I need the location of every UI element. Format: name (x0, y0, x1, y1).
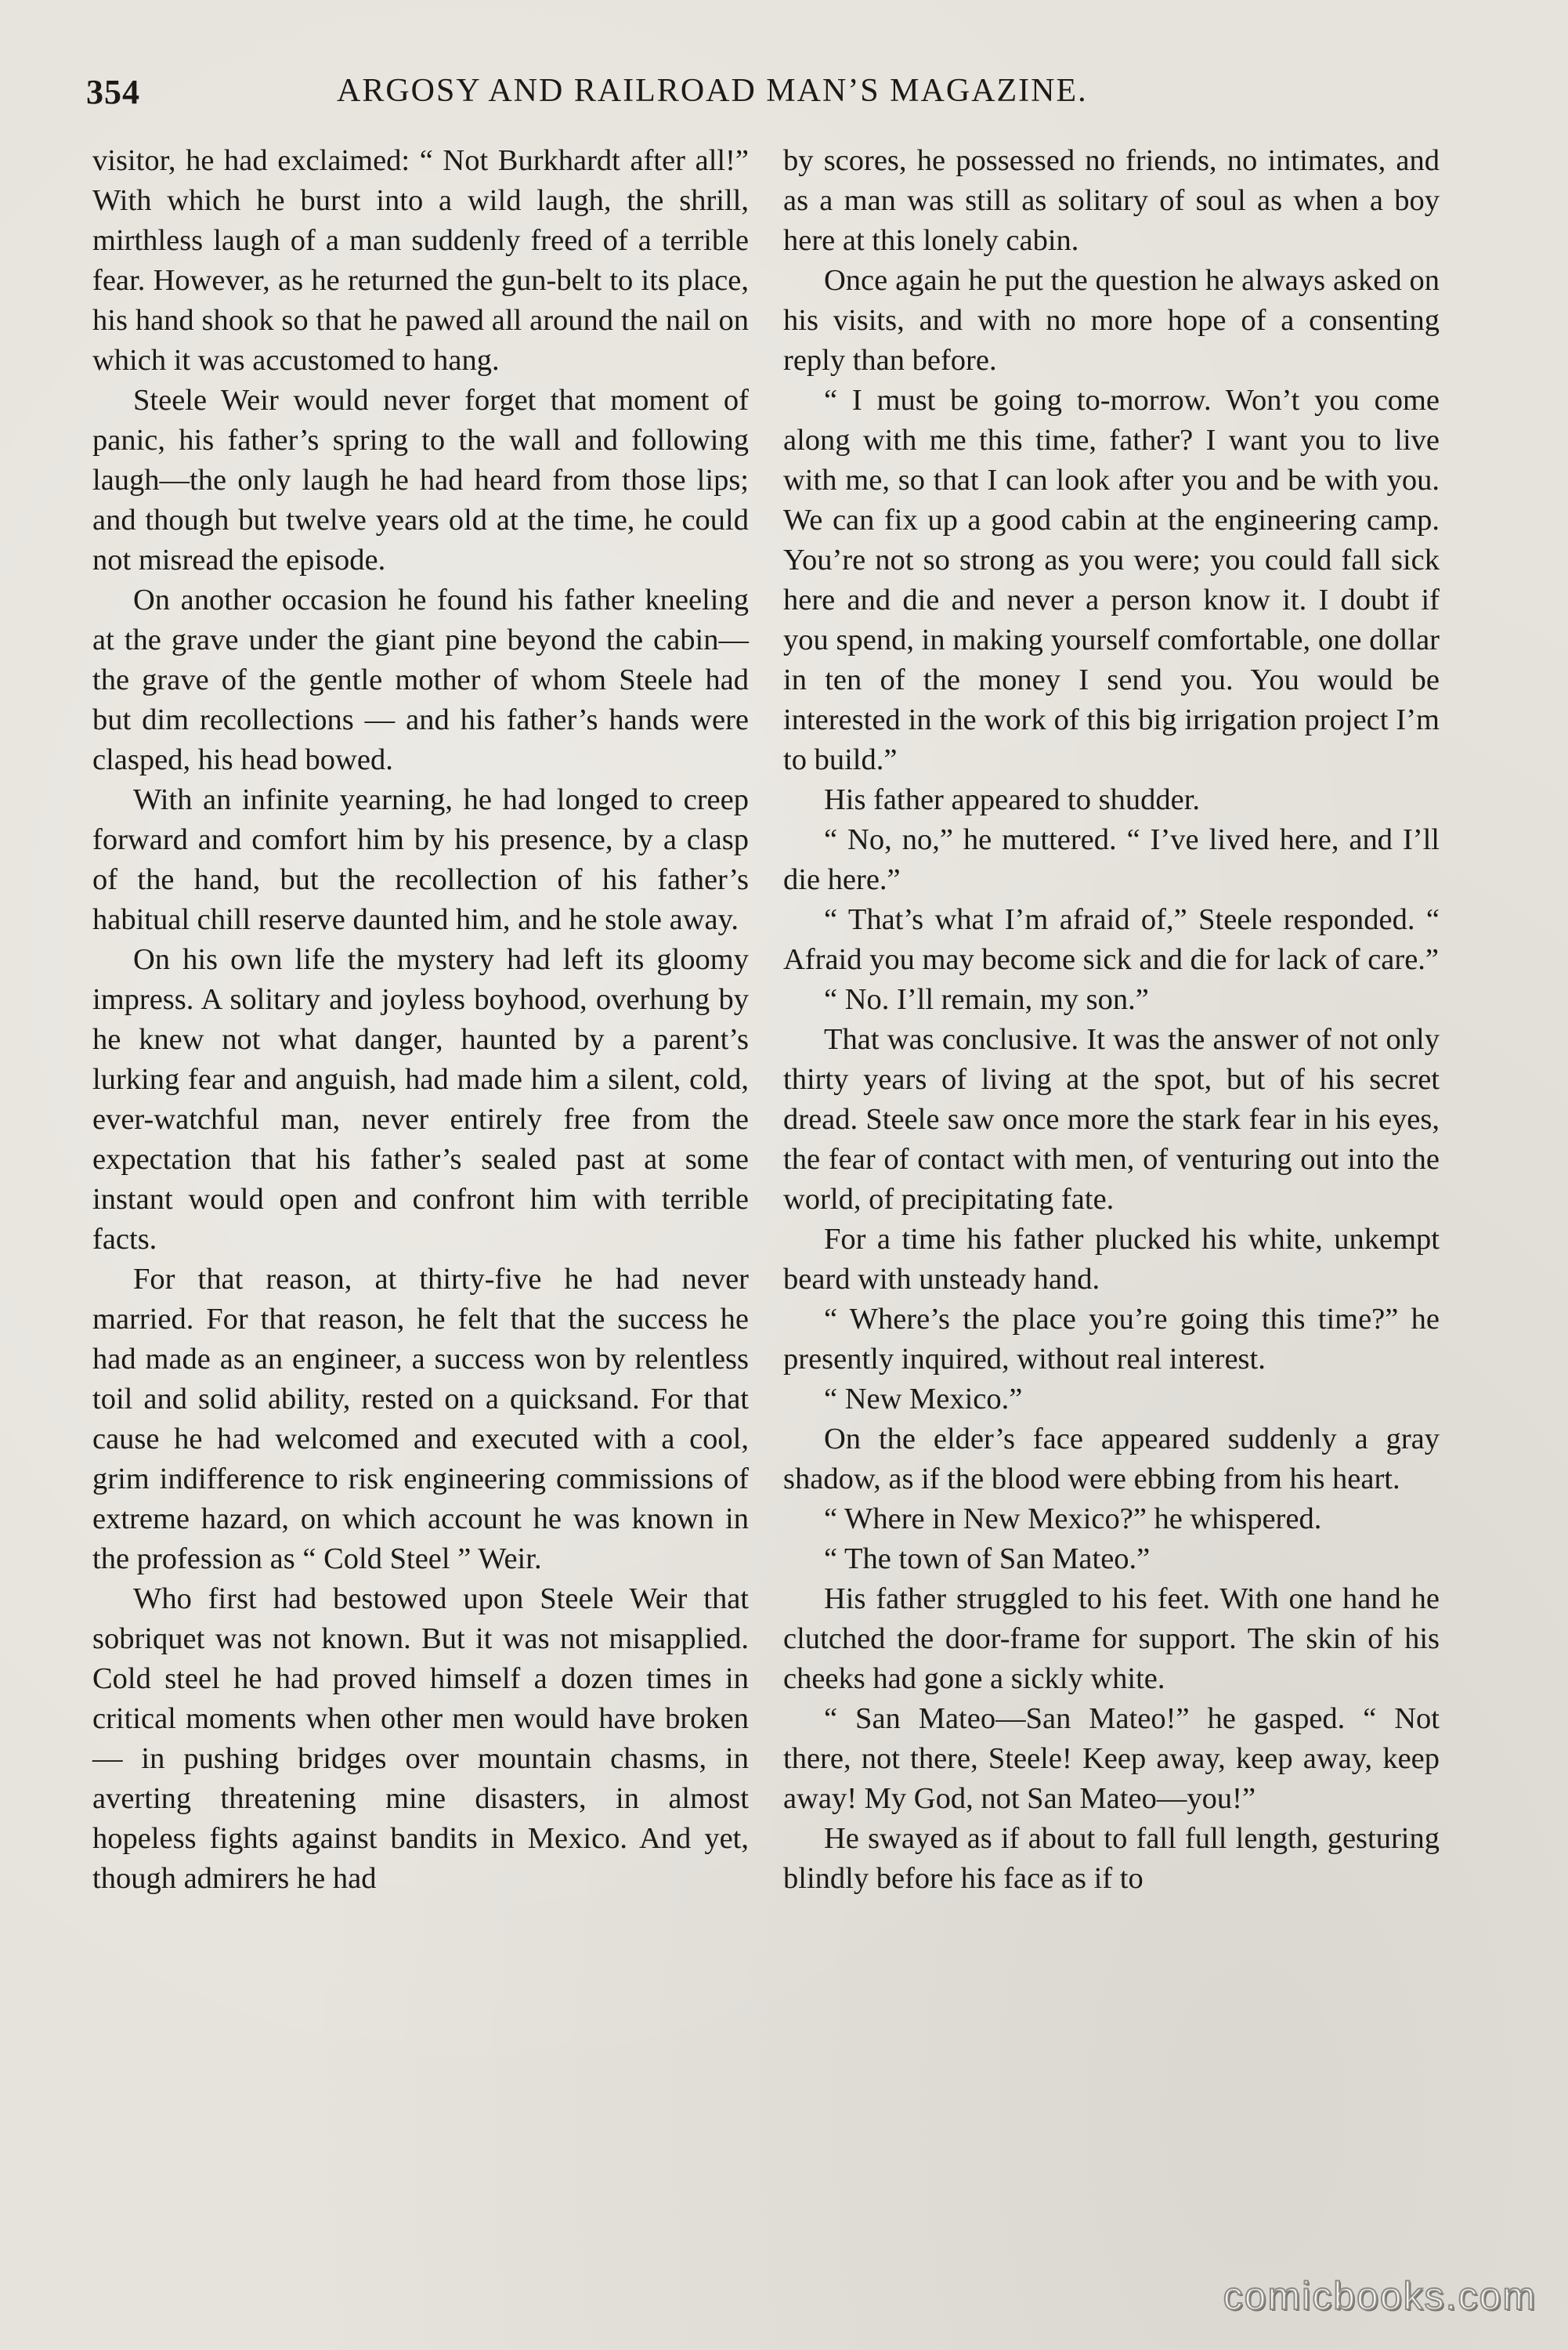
paragraph: He swayed as if about to fall full length, gesturing blindly before his face as if to (783, 1822, 1440, 1895)
paragraph: “ Where in New Mexico?” he whispered. (824, 1502, 1322, 1535)
paragraph: With an infinite yearning, he had longed to creep forward and comfort him by his presence, by a clasp of the hand, but the recollection of his father’s habitual chill reserve daunted him, and he stole away. (92, 783, 749, 936)
paragraph: by scores, he possessed no friends, no intimates, and as a man was still as solitary of soul as when a boy here at this lonely cabin. (783, 144, 1440, 257)
page-number: 354 (86, 73, 140, 111)
paragraph: For that reason, at thirty-five he had never married. For that reason, he felt that the success he had made as an engineer, a success won by relentless toil and solid ability, rested on a quicksand. For that cause he had welcomed and executed with a cool, grim indifference to risk engineering commissions of extreme hazard, on which account he was known in the profession as “ Cold Steel ” Weir. (92, 1263, 749, 1575)
paragraph: Who first had bestowed upon Steele Weir that sobriquet was not known. But it was not misapplied. Cold steel he had proved himself a dozen times in critical moments when other men would have broken — in pushing bridges over mountain chasms, in averting threatening mine disasters, in almost hopeless fights against bandits in Mexico. And yet, though admirers he had (92, 1582, 749, 1895)
paragraph: “ I must be going to-morrow. Won’t you come along with me this time, father? I want you to live with me, so that I can look after you and be with you. We can fix up a good cabin at the engineering camp. You’re not so strong as you were; you could fall sick here and die and never a person know it. I doubt if you spend, in making yourself comfortable, one dollar in ten of the money I send you. You would be interested in the work of this big irrigation project I’m to build.” (783, 384, 1440, 776)
paragraph: “ The town of San Mateo.” (824, 1542, 1151, 1575)
paragraph: Once again he put the question he always asked on his visits, and with no more hope of a consenting reply than before. (783, 264, 1440, 377)
paragraph: Steele Weir would never forget that moment of panic, his father’s spring to the wall and following laugh—the only laugh he had heard from those lips; and though but twelve years old at the time, he could not misread the episode. (92, 384, 749, 577)
paragraph: His father struggled to his feet. With one hand he clutched the door-frame for support. The skin of his cheeks had gone a sickly white. (783, 1582, 1440, 1695)
paragraph: “ Where’s the place you’re going this time?” he presently inquired, without real interest. (783, 1303, 1440, 1376)
paragraph: “ San Mateo—San Mateo!” he gasped. “ Not there, not there, Steele! Keep away, keep away, keep away! My God, not San Mateo—you!” (783, 1702, 1440, 1815)
paragraph: On his own life the mystery had left its gloomy impress. A solitary and joyless boyhood, overhung by he knew not what danger, haunted by a parent’s lurking fear and anguish, had made him a silent, cold, ever-watchful man, never entirely free from the expectation that his father’s sealed past at some instant would open and confront him with terrible facts. (92, 943, 749, 1256)
paragraph: “ No, no,” he muttered. “ I’ve lived here, and I’ll die here.” (783, 823, 1440, 896)
paragraph: visitor, he had exclaimed: “ Not Burkhardt after all!” With which he burst into a wild laugh, the shrill, mirthless laugh of a man suddenly freed of a terrible fear. However, as he returned the gun-belt to its place, his hand shook so that he pawed all around the nail on which it was accustomed to hang. (92, 144, 749, 377)
paragraph: For a time his father plucked his white, unkempt beard with unsteady hand. (783, 1223, 1440, 1296)
page-header (86, 72, 1449, 119)
paragraph: “ No. I’ll remain, my son.” (824, 983, 1149, 1016)
paragraph: His father appeared to shudder. (824, 783, 1201, 816)
paragraph: “ New Mexico.” (824, 1383, 1023, 1415)
running-title: ARGOSY AND RAILROAD MAN’S MAGAZINE. (337, 73, 1088, 109)
watermark: comicbooks.com (1223, 2274, 1537, 2318)
paragraph: On another occasion he found his father kneeling at the grave under the giant pine beyond the cabin—the grave of the gentle mother of whom Steele had but dim recollections — and his father’s hands were clasped, his head bowed. (92, 584, 749, 776)
paragraph: On the elder’s face appeared suddenly a gray shadow, as if the blood were ebbing from his heart. (783, 1423, 1440, 1495)
paragraph: “ That’s what I’m afraid of,” Steele responded. “ Afraid you may become sick and die for lack of care.” (783, 903, 1440, 976)
left-column (92, 141, 749, 1899)
right-column (783, 141, 1440, 1899)
paragraph: That was conclusive. It was the answer of not only thirty years of living at the spot, but of his secret dread. Steele saw once more the stark fear in his eyes, the fear of contact with men, of venturing out into the world, of precipitating fate. (783, 1023, 1440, 1216)
